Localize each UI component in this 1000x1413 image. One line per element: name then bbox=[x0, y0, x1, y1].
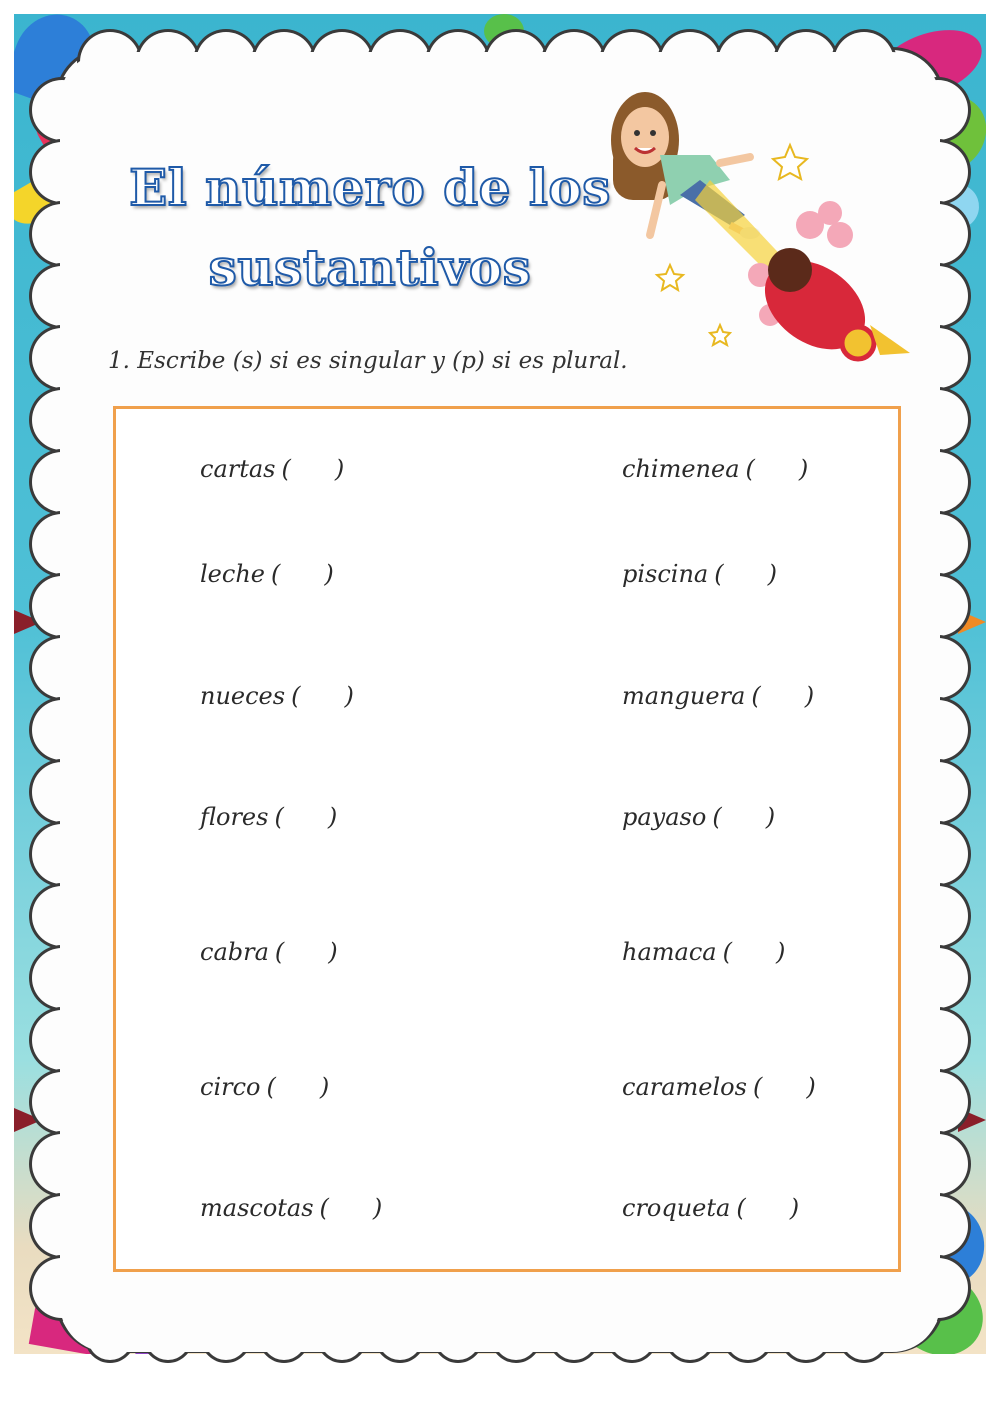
paren-open: ( bbox=[274, 938, 285, 966]
word-item-left bbox=[200, 1073, 329, 1101]
title-line-2: sustantivos bbox=[208, 238, 532, 297]
paren-close: ) bbox=[334, 455, 345, 483]
answer-blank[interactable] bbox=[746, 455, 809, 483]
paren-close: ) bbox=[798, 455, 809, 483]
word-text: flores bbox=[200, 803, 269, 831]
word-item-right bbox=[622, 938, 785, 966]
paren-open: ( bbox=[736, 1194, 746, 1222]
paren-close: ) bbox=[344, 682, 354, 710]
paren-open: ( bbox=[281, 455, 291, 483]
paren-close: ) bbox=[319, 1073, 330, 1101]
paren-open: ( bbox=[274, 803, 284, 831]
answer-blank[interactable] bbox=[291, 682, 354, 710]
paren-open: ( bbox=[270, 560, 281, 588]
answer-blank[interactable] bbox=[723, 938, 786, 966]
paren-open: ( bbox=[319, 1194, 329, 1222]
word-text: mascotas bbox=[200, 1194, 314, 1222]
word-text: caramelos bbox=[622, 1073, 747, 1101]
paren-open: ( bbox=[751, 682, 761, 710]
answer-blank[interactable] bbox=[320, 1194, 383, 1222]
word-item-right bbox=[622, 455, 808, 483]
word-item-left bbox=[200, 560, 334, 588]
paren-close: ) bbox=[327, 803, 338, 831]
paren-open: ( bbox=[266, 1073, 276, 1101]
paren-close: ) bbox=[775, 938, 786, 966]
word-text: piscina bbox=[622, 560, 709, 588]
word-text: payaso bbox=[622, 803, 707, 831]
answer-blank[interactable] bbox=[712, 803, 775, 831]
word-text: nueces bbox=[200, 682, 286, 710]
word-text: leche bbox=[200, 560, 265, 588]
paren-close: ) bbox=[767, 560, 777, 588]
answer-blank[interactable] bbox=[266, 1073, 329, 1101]
word-text: hamaca bbox=[622, 938, 717, 966]
paren-close: ) bbox=[804, 682, 815, 710]
word-text: manguera bbox=[622, 682, 746, 710]
paren-open: ( bbox=[745, 455, 755, 483]
exercise-box bbox=[113, 406, 901, 1272]
paren-close: ) bbox=[765, 803, 776, 831]
word-item-right bbox=[622, 682, 814, 710]
word-text: circo bbox=[200, 1073, 261, 1101]
word-item-right bbox=[622, 803, 775, 831]
paren-open: ( bbox=[291, 682, 301, 710]
avatar-illustration bbox=[600, 85, 930, 365]
word-item-left bbox=[200, 803, 337, 831]
word-item-right bbox=[622, 1073, 816, 1101]
title-line-1: El número de los bbox=[129, 158, 611, 217]
answer-blank[interactable] bbox=[274, 803, 337, 831]
answer-blank[interactable] bbox=[736, 1194, 799, 1222]
exercise-instruction: 1. Escribe (s) si es singular y (p) si es plural. bbox=[108, 348, 628, 374]
word-item-right bbox=[622, 1194, 799, 1222]
word-text: cabra bbox=[200, 938, 269, 966]
paren-open: ( bbox=[714, 560, 724, 588]
answer-blank[interactable] bbox=[753, 1073, 816, 1101]
word-text: croqueta bbox=[622, 1194, 731, 1222]
answer-blank[interactable] bbox=[275, 938, 338, 966]
paren-close: ) bbox=[789, 1194, 800, 1222]
word-item-left bbox=[200, 1194, 382, 1222]
word-item-left bbox=[200, 938, 338, 966]
word-item-left bbox=[200, 455, 344, 483]
paren-close: ) bbox=[372, 1194, 383, 1222]
paren-close: ) bbox=[324, 560, 334, 588]
word-text: cartas bbox=[200, 455, 276, 483]
answer-blank[interactable] bbox=[271, 560, 334, 588]
paren-open: ( bbox=[712, 803, 722, 831]
word-text: chimenea bbox=[622, 455, 740, 483]
paren-close: ) bbox=[328, 938, 338, 966]
answer-blank[interactable] bbox=[714, 560, 777, 588]
answer-blank[interactable] bbox=[751, 682, 814, 710]
paren-close: ) bbox=[806, 1073, 816, 1101]
answer-blank[interactable] bbox=[282, 455, 345, 483]
word-item-right bbox=[622, 560, 777, 588]
paren-open: ( bbox=[752, 1073, 763, 1101]
word-item-left bbox=[200, 682, 354, 710]
page-title bbox=[110, 148, 630, 308]
paren-open: ( bbox=[722, 938, 732, 966]
